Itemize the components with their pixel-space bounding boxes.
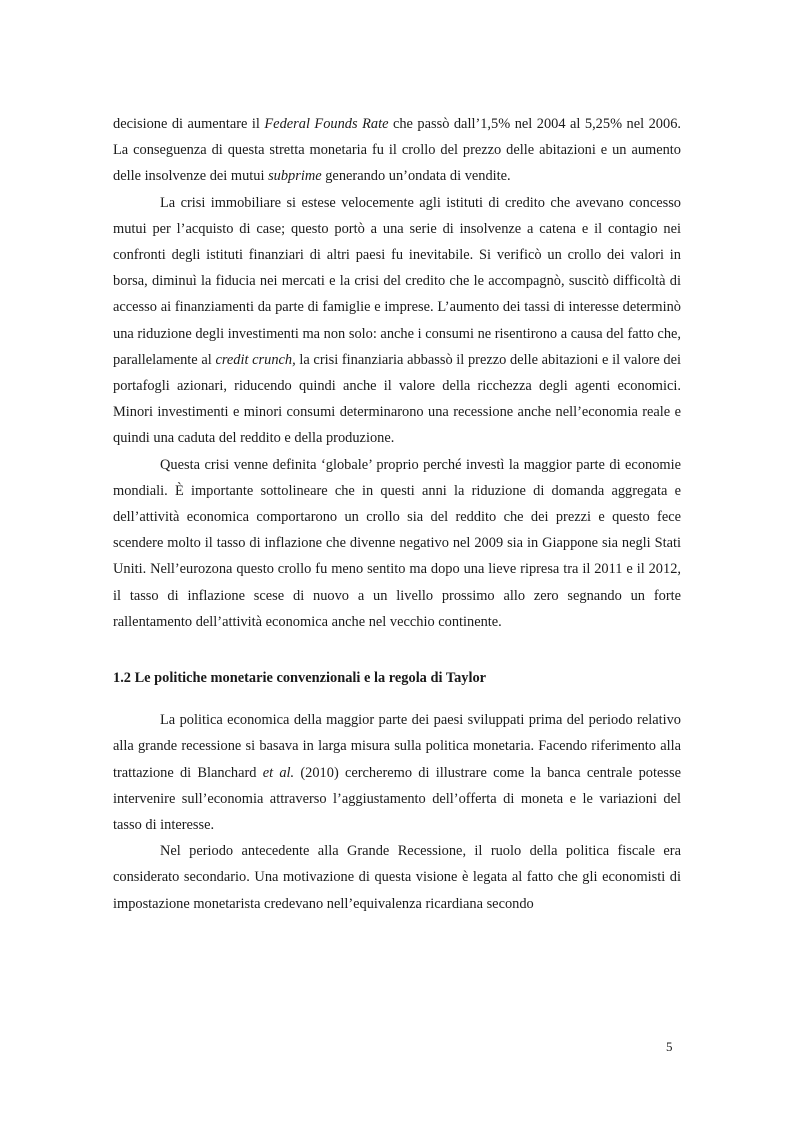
text-run: Questa crisi venne definita ‘globale’ proprio perché investì la maggior parte di economie mondiali. È importante sottolineare che in questi anni la riduzione di domanda aggregata e dell’attività economica comportarono un crollo sia del reddito che dei prezzi e questo fece scendere molto il tasso di inflazione che divenne negativo nel 2009 sia in Giappone sia negli Stati Uniti. Nell’eurozona questo crollo fu meno sentito ma dopo una lieve ripresa tra il 2011 e il 2012, il tasso di inflazione scese di nuovo a un livello prossimo allo zero segnando un forte rallentamento dell’attività economica anche nel vecchio continente. [113,456,681,630]
paragraph-2 [113,190,681,452]
paragraph-5 [113,838,681,917]
text-run-italic: Federal Founds Rate [264,116,389,132]
text-run: che passò dall’1,5% nel 2004 al 5,25% nel 2006. La conseguenza di questa stretta monetaria fu il crollo del prezzo delle abitazioni e un aumento delle insolvenze dei mutui [113,116,681,185]
text-run: generando un’ondata di vendite. [321,168,511,185]
text-run: La politica economica della maggior parte dei paesi sviluppati prima del periodo relativo alla grande recessione si basava in larga misura sulla politica monetaria. Facendo riferimento alla trattazione di Blanchard [113,712,681,781]
text-run-italic: subprime [268,168,322,185]
text-run: Nel periodo antecedente alla Grande Recessione, il ruolo della politica fiscale era considerato secondario. Una motivazione di questa visione è legata al fatto che gli economisti di impostazione monetarista credevano nell’equivalenza ricardiana secondo [113,843,681,912]
text-run-italic: et al. [262,764,295,781]
text-run-italic: credit crunch, [215,351,296,368]
text-run: La crisi immobiliare si estese velocemente agli istituti di credito che avevano concesso mutui per l’acquisto di case; questo portò a una serie di insolvenze a catena e il contagio nei confronti degli istituti finanziari di altri paesi fu inevitabile. Si verificò un crollo dei valori in borsa, diminuì la fiducia nei mercati e la crisi del credito che le accompagnò, suscitò difficoltà di accesso ai finanziamenti da parte di famiglie e imprese. L’aumento dei tassi di interesse determinò una riduzione degli investimenti ma non solo: anche i consumi ne risentirono a causa del fatto che, parallelamente al [113,194,681,368]
paragraph-4 [113,707,681,838]
paragraph-1 [113,111,681,190]
text-run: (2010) cercheremo di illustrare come la banca centrale potesse intervenire sull’economia attraverso l’aggiustamento dell’offerta di moneta e le variazioni del tasso di interesse. [113,764,681,834]
text-run: decisione di aumentare il [113,116,265,132]
section-heading: 1.2 Le politiche monetarie convenzionali e la regola di Taylor [113,670,487,687]
page-number: 5 [666,1039,673,1054]
paragraph-3 [113,452,681,635]
text-run: la crisi finanziaria abbassò il prezzo delle abitazioni e il valore dei portafogli azionari, riducendo quindi anche il valore della ricchezza degli agenti economici. Minori investimenti e minori consumi determinarono una recessione anche nell’economia reale e quindi una caduta del reddito e della produzione. [113,351,681,447]
page-body [113,111,681,917]
